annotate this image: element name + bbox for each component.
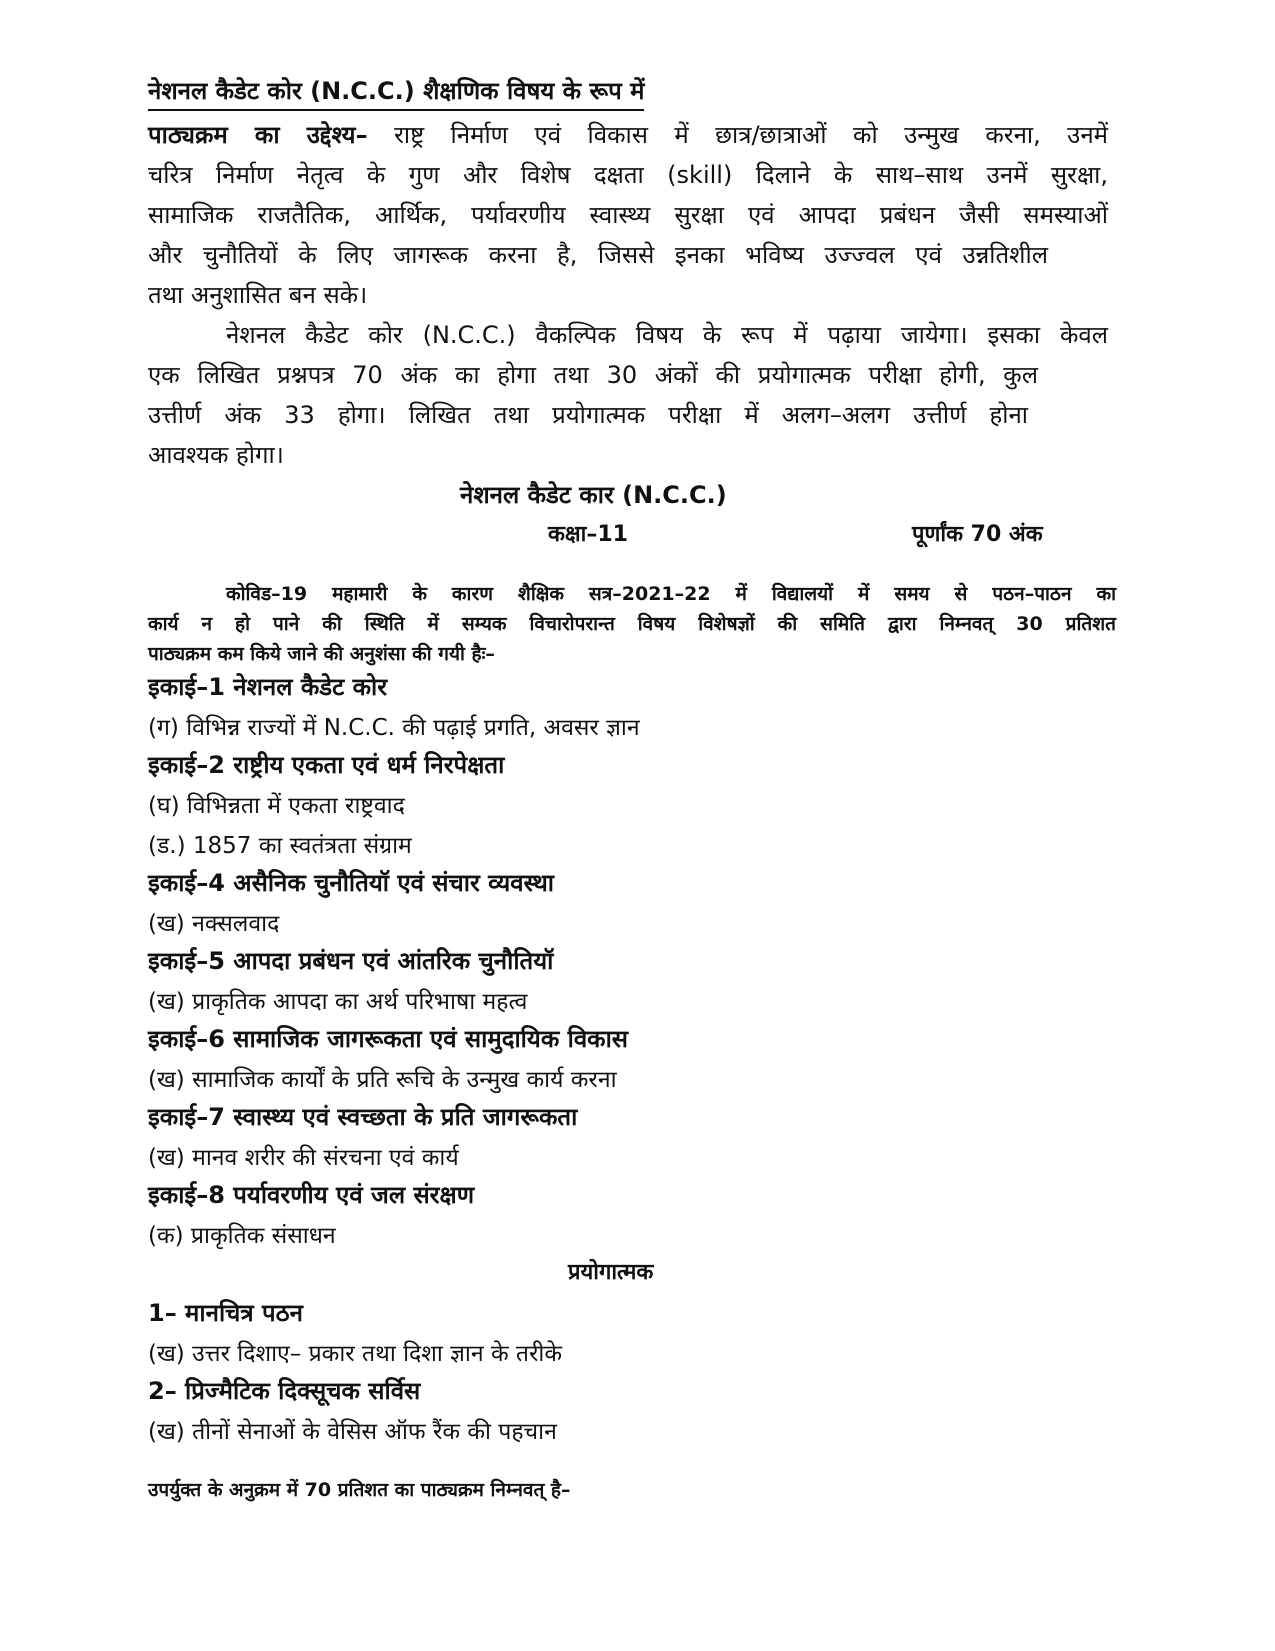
unit-8-item-1: (क) प्राकृतिक संसाधन xyxy=(148,1223,336,1249)
objective-line-4: और चुनौतियों के लिए जागरूक करना है, जिससे इनका भविष्य उज्ज्वल एवं उन्नतिशील xyxy=(148,241,1048,269)
practical-item-2-title: 2– प्रिज्मैटिक दिक्सूचक सर्विस xyxy=(148,1377,421,1405)
exam-info-line-3: उत्तीर्ण अंक 33 होगा। लिखित तथा प्रयोगात्मक परीक्षा में अलग–अलग उत्तीर्ण होना xyxy=(148,401,1028,429)
practical-title: प्रयोगात्मक xyxy=(568,1260,654,1285)
practical-item-2-sub: (ख) तीनों सेनाओं के वेसिस ऑफ रैंक की पहचान xyxy=(148,1419,557,1445)
unit-2-title: इकाई–2 राष्ट्रीय एकता एवं धर्म निरपेक्षता xyxy=(148,751,505,779)
exam-info-line-2: एक लिखित प्रश्नपत्र 70 अंक का होगा तथा 30 अंकों की प्रयोगात्मक परीक्षा होगी, कुल xyxy=(148,361,1038,389)
practical-item-1-title: 1– मानचित्र पठन xyxy=(148,1299,303,1327)
unit-7-item-1: (ख) मानव शरीर की संरचना एवं कार्य xyxy=(148,1145,459,1171)
unit-1-title: इकाई–1 नेशनल कैडेट कोर xyxy=(148,673,388,701)
unit-1-item-1: (ग) विभिन्न राज्यों में N.C.C. की पढ़ाई प्रगति, अवसर ज्ञान xyxy=(148,715,640,741)
section-title: नेशनल कैडेट कार (N.C.C.) xyxy=(460,481,727,509)
unit-8-title: इकाई–8 पर्यावरणीय एवं जल संरक्षण xyxy=(148,1181,475,1209)
covid-note-line-1: कोविड–19 महामारी के कारण शैक्षिक सत्र–2021–22 में विद्यालयों में समय से पठन–पाठन का xyxy=(226,583,1116,605)
unit-4-title: इकाई–4 असैनिक चुनौतियॉ एवं संचार व्यवस्था xyxy=(148,869,555,897)
objective-line-2: चरित्र निर्माण नेतृत्व के गुण और विशेष दक्षता (skill) दिलाने के साथ–साथ उनमें सुरक्षा, xyxy=(148,161,1108,189)
unit-4-item-1: (ख) नक्सलवाद xyxy=(148,911,280,937)
objective-line-3: सामाजिक राजतैतिक, आर्थिक, पर्यावरणीय स्वास्थ्य सुरक्षा एवं आपदा प्रबंधन जैसी समस्याओं xyxy=(148,201,1108,229)
unit-2-item-2: (ड.) 1857 का स्वतंत्रता संग्राम xyxy=(148,833,412,859)
objective-line-5: तथा अनुशासित बन सके। xyxy=(148,281,368,309)
unit-6-title: इकाई–6 सामाजिक जागरूकता एवं सामुदायिक विकास xyxy=(148,1025,629,1053)
unit-5-title: इकाई–5 आपदा प्रबंधन एवं आंतरिक चुनौतियॉ xyxy=(148,947,554,975)
covid-note-line-3: पाठ्यक्रम कम किये जाने की अनुशंसा की गयी हैः– xyxy=(148,643,495,665)
unit-2-item-1: (घ) विभिन्नता में एकता राष्ट्रवाद xyxy=(148,793,405,819)
objective-label: पाठ्यक्रम का उद्देश्य– xyxy=(148,121,368,149)
practical-item-1-sub: (ख) उत्तर दिशाए– प्रकार तथा दिशा ज्ञान के तरीके xyxy=(148,1341,563,1367)
unit-7-title: इकाई–7 स्वास्थ्य एवं स्वच्छता के प्रति जागरूकता xyxy=(148,1103,578,1131)
objective-line-1: पाठ्यक्रम का उद्देश्य– राष्ट्र निर्माण एवं विकास में छात्र/छात्राओं को उन्मुख करना, उनमें xyxy=(148,121,1108,149)
exam-info-line-4: आवश्यक होगा। xyxy=(148,441,284,469)
footer-note: उपर्युक्त के अनुक्रम में 70 प्रतिशत का पाठ्यक्रम निम्नवत् है– xyxy=(148,1479,571,1501)
covid-note-line-2: कार्य न हो पाने की स्थिति में सम्यक विचारोपरान्त विषय विशेषज्ञों की समिति द्वारा निम्नवत् 30 प्रतिशत xyxy=(148,613,1116,635)
exam-info-line-1: नेशनल कैडेट कोर (N.C.C.) वैकल्पिक विषय के रूप में पढ़ाया जायेगा। इसका केवल xyxy=(226,321,1108,349)
document-heading: नेशनल कैडेट कोर (N.C.C.) शैक्षणिक विषय के रूप में xyxy=(148,74,644,111)
unit-6-item-1: (ख) सामाजिक कार्यों के प्रति रूचि के उन्मुख कार्य करना xyxy=(148,1067,617,1093)
max-marks: पूर्णांक 70 अंक xyxy=(912,522,1043,547)
unit-5-item-1: (ख) प्राकृतिक आपदा का अर्थ परिभाषा महत्व xyxy=(148,989,528,1015)
class-label: कक्षा–11 xyxy=(548,522,628,547)
